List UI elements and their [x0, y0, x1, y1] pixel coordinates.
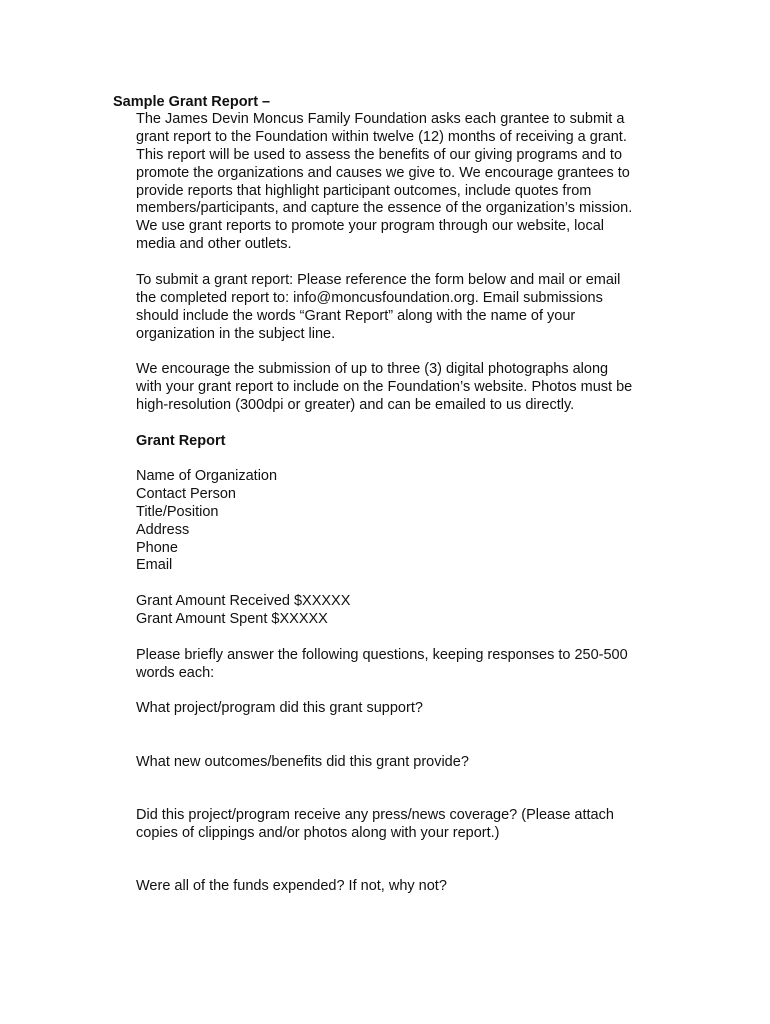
intro-line: We use grant reports to promote your program through our website, local	[136, 218, 604, 235]
intro-line: promote the organizations and causes we give to. We encourage grantees to	[136, 164, 630, 181]
intro-line: The James Devin Moncus Family Foundation asks each grantee to submit a	[136, 111, 625, 127]
photo-paragraph	[136, 361, 696, 415]
field-address: Address	[136, 521, 190, 538]
photo-line: We encourage the submission of up to three (3) digital photographs along	[136, 361, 609, 377]
contact-fields	[136, 468, 696, 575]
intro-line: This report will be used to assess the benefits of our giving programs and to	[136, 146, 623, 163]
instructions-line: words each:	[136, 664, 215, 681]
document-title: Sample Grant Report –	[113, 94, 271, 110]
question-4: Were all of the funds expended? If not, why not?	[136, 878, 447, 894]
question-2: What new outcomes/benefits did this grant provide?	[136, 754, 469, 770]
intro-line: grant report to the Foundation within twelve (12) months of receiving a grant.	[136, 128, 627, 145]
field-phone: Phone	[136, 539, 178, 556]
intro-paragraph	[136, 111, 696, 254]
instructions-paragraph	[136, 647, 696, 683]
form-heading: Grant Report	[136, 433, 226, 449]
intro-line: provide reports that highlight participant outcomes, include quotes from	[136, 182, 592, 199]
field-grant-amount-received: Grant Amount Received $XXXXX	[136, 593, 351, 609]
question-3-line: copies of clippings and/or photos along with your report.)	[136, 824, 500, 841]
intro-line: media and other outlets.	[136, 236, 292, 253]
submit-line: To submit a grant report: Please reference the form below and mail or email	[136, 272, 621, 288]
intro-line: members/participants, and capture the essence of the organization’s mission.	[136, 200, 633, 217]
instructions-line: Please briefly answer the following questions, keeping responses to 250-500	[136, 647, 628, 663]
photo-line: with your grant report to include on the Foundation’s website. Photos must be	[136, 378, 633, 395]
amount-fields	[136, 593, 696, 629]
question-3-line: Did this project/program receive any press/news coverage? (Please attach	[136, 807, 614, 823]
submit-line: should include the words “Grant Report” along with the name of your	[136, 307, 576, 324]
submit-paragraph	[136, 272, 696, 344]
photo-line: high-resolution (300dpi or greater) and can be emailed to us directly.	[136, 396, 575, 413]
question-1: What project/program did this grant support?	[136, 700, 423, 716]
question-3	[136, 807, 696, 843]
field-name-of-organization: Name of Organization	[136, 468, 278, 484]
submit-line: the completed report to: info@moncusfoundation.org. Email submissions	[136, 289, 603, 306]
field-contact-person: Contact Person	[136, 485, 236, 502]
field-email: Email	[136, 557, 173, 574]
field-title-position: Title/Position	[136, 503, 219, 520]
submit-line: organization in the subject line.	[136, 325, 336, 342]
field-grant-amount-spent: Grant Amount Spent $XXXXX	[136, 610, 328, 627]
